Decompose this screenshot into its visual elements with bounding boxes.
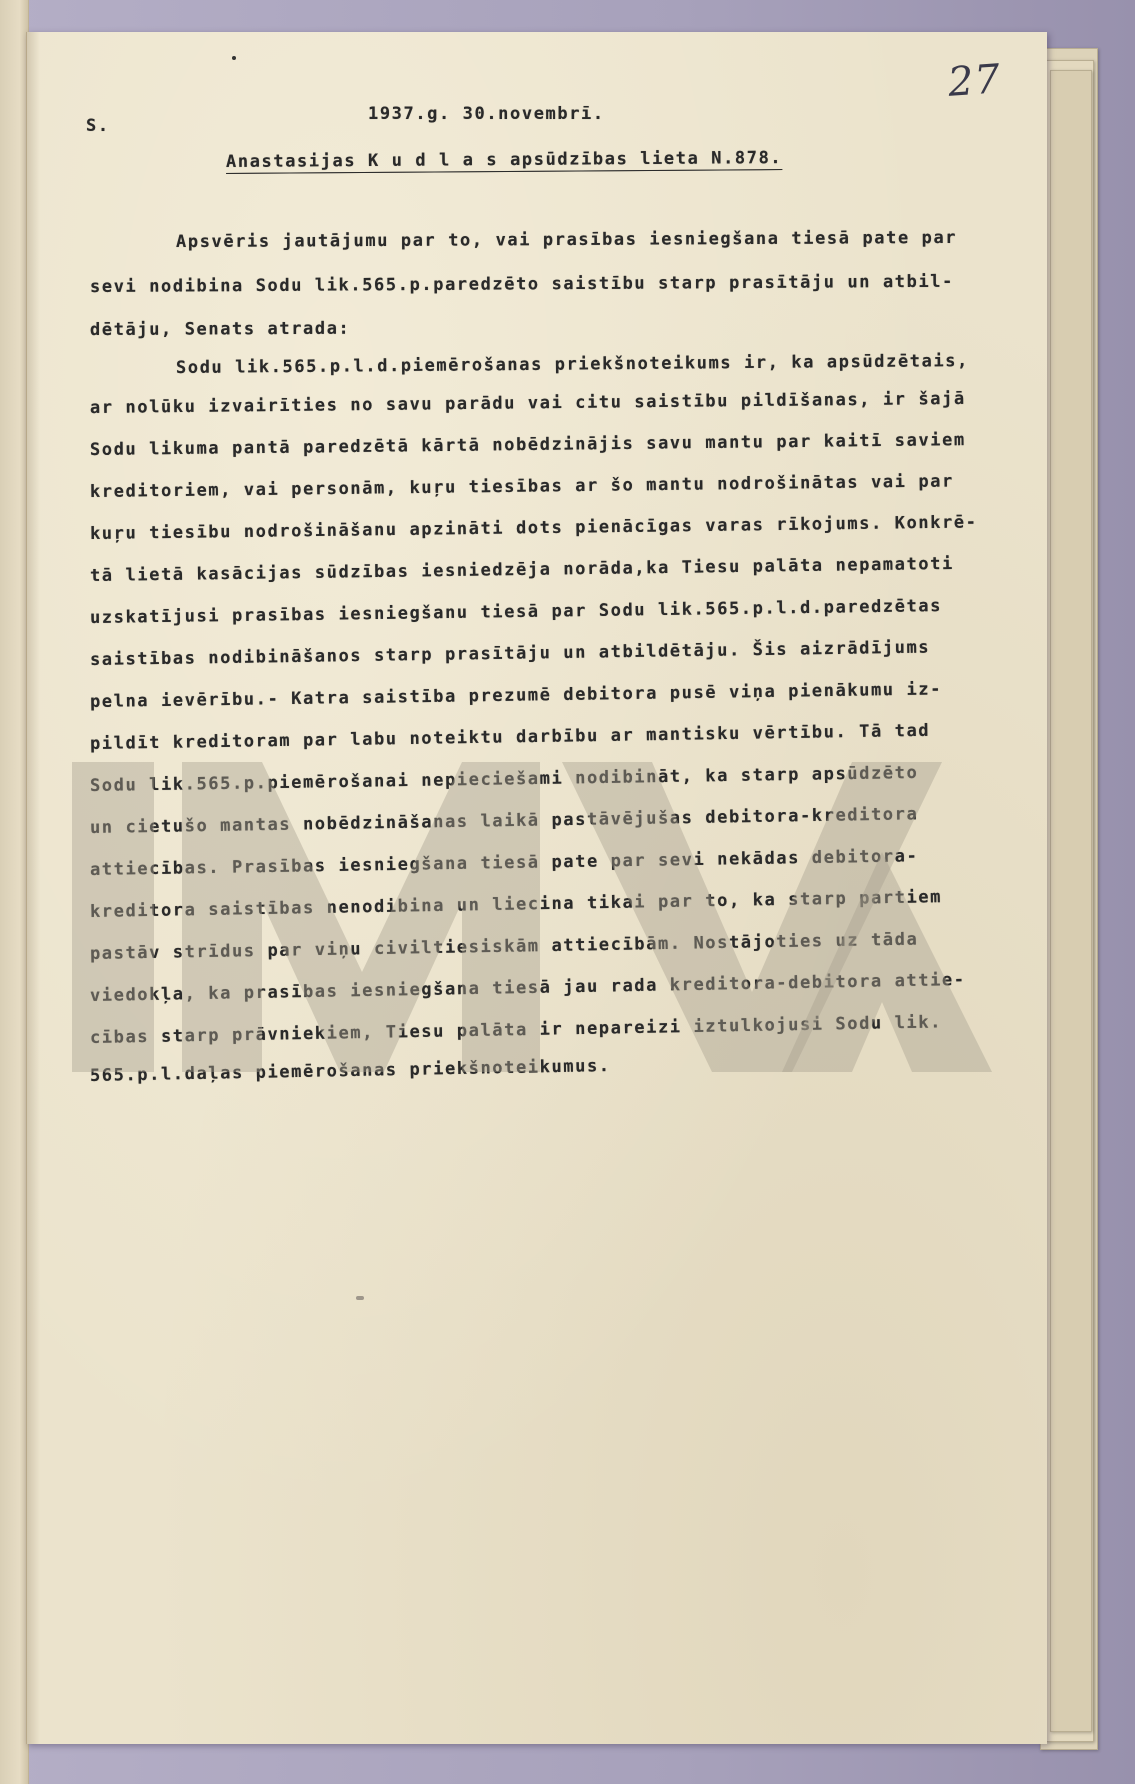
text-line: kuŗu tiesību nodrošināšanu apzināti dots pienācīgas varas rīkojums. Konkrē- [89,512,978,544]
text-line: saistības nodibināšanos starp prasītāju un atbildētāju. Šis aizrādījums [89,637,931,670]
text-line: dētāju, Senats atrada: [89,318,351,340]
document-date: 1937.g. 30.novembrī. [368,104,605,124]
folio-number: 27 [946,56,1003,106]
text-line: viedokļa, ka prasības iesniegšana tiesā jau rada kreditora-debitora attie- [89,969,966,1006]
text-line: kreditoriem, vai personām, kuŗu tiesības ar šo mantu nodrošinātas vai par [89,471,955,502]
text-line: Apsvēris jautājumu par to, vai prasības iesniegšana tiesā pate par [175,227,958,252]
binding-edge [0,0,29,1784]
header-mark: S. [86,116,110,136]
text-line: kreditora saistības nenodibina un liecina tikai par to, ka starp partiem [89,887,943,922]
text-line: Sodu lik.565.p.l.d.piemērošanas priekšnoteikums ir, ka apsūdzētais, [175,351,969,378]
case-title: Anastasijas K u d l a s apsūdzības lieta N.878. [225,148,783,172]
underlying-sheet [1050,70,1092,1732]
text-line: Sodu likuma pantā paredzētā kārtā nobēdzinājis savu mantu par kaitī saviem [89,430,966,460]
ink-speck [356,1296,364,1300]
text-line: cības starp prāvniekiem, Tiesu palāta ir nepareizi iztulkojusi Sodu lik. [89,1012,943,1048]
ink-dot [232,56,236,60]
text-line: 565.p.l.daļas piemērošanas priekšnoteikumus. [89,1056,611,1086]
text-line: pelna ievērību.- Katra saistība prezumē debitora pusē viņa pienākumu iz- [89,679,943,712]
text-line: sevi nodibina Sodu lik.565.p.paredzēto saistību starp prasītāju un atbil- [89,271,954,297]
text-line: Sodu lik.565.p.piemērošanai nepieciešami nodibināt, ka starp apsūdzēto [89,762,919,796]
text-line: tā lietā kasācijas sūdzības iesniedzēja norāda,ka Tiesu palāta nepamatoti [89,553,955,586]
text-line: pastāv strīdus par viņu civiltiesiskām attiecībām. Nostājoties uz tāda [89,929,919,964]
text-line: uzskatījusi prasības iesniegšanu tiesā par Sodu lik.565.p.l.d.paredzētas [89,596,943,628]
text-line: pildīt kreditoram par labu noteiktu darbību ar mantisku vērtību. Tā tad [89,720,931,754]
text-line: ar nolūku izvairīties no savu parādu vai citu saistību pildīšanas, ir šajā [89,388,966,418]
page-fold-shadow [26,32,40,1744]
text-line: attiecības. Prasības iesniegšana tiesā pate par sevi nekādas debitora- [89,846,919,880]
text-line: un cietušo mantas nobēdzināšanas laikā pastāvējušas debitora-kreditora [89,804,919,838]
